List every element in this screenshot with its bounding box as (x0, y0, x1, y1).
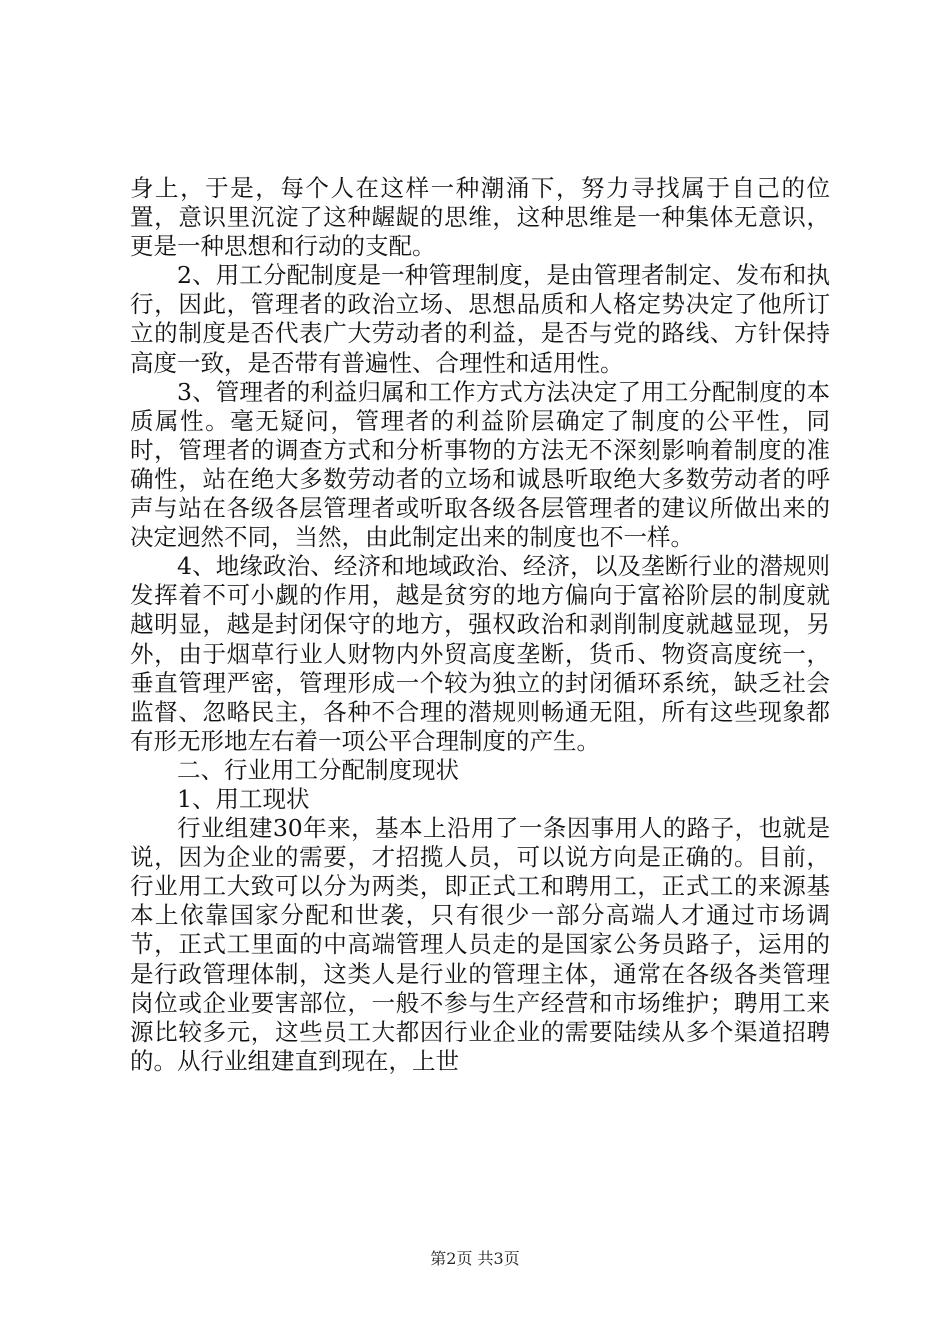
paragraph-item-3: 3、管理者的利益归属和工作方式方法决定了用工分配制度的本质属性。毫无疑问，管理者的利益阶层确定了制度的公平性，同时，管理者的调查方式和分析事物的方法无不深刻影响着制度的准确性，站在绝大多数劳动者的立场和诚恳听取绝大多数劳动者的呼声与站在各级各层管理者或听取各级各层管理者的建议所做出来的决定迥然不同，当然，由此制定出来的制度也不一样。 (130, 377, 830, 552)
document-body (130, 174, 830, 1076)
section-heading: 二、行业用工分配制度现状 (177, 755, 459, 784)
page-number-footer: 第2页 共3页 (430, 1249, 520, 1268)
paragraph-continuation: 身上，于是，每个人在这样一种潮涌下，努力寻找属于自己的位置，意识里沉淀了这种龌龊的思维，这种思维是一种集体无意识，更是一种思想和行动的支配。 (130, 174, 830, 261)
paragraph-employment-status: 行业组建30年来，基本上沿用了一条因事用人的路子，也就是说，因为企业的需要，才招揽人员，可以说方向是正确的。目前，行业用工大致可以分为两类，即正式工和聘用工，正式工的来源基本上依靠国家分配和世袭，只有很少一部分高端人才通过市场调节，正式工里面的中高端管理人员走的是国家公务员路子，运用的是行政管理体制，这类人是行业的管理主体，通常在各级各类管理岗位或企业要害部位，一般不参与生产经营和市场维护；聘用工来源比较多元，这些员工大都因行业企业的需要陆续从多个渠道招聘的。从行业组建直到现在，上世 (130, 814, 830, 1075)
paragraph-item-2: 2、用工分配制度是一种管理制度，是由管理者制定、发布和执行，因此，管理者的政治立场、思想品质和人格定势决定了他所订立的制度是否代表广大劳动者的利益，是否与党的路线、方针保持高度一致，是否带有普遍性、合理性和适用性。 (130, 261, 830, 377)
subsection-heading: 1、用工现状 (177, 784, 310, 813)
paragraph-item-4: 4、地缘政治、经济和地域政治、经济，以及垄断行业的潜规则发挥着不可小觑的作用，越是贫穷的地方偏向于富裕阶层的制度就越明显，越是封闭保守的地方，强权政治和剥削制度就越显现，另外，由于烟草行业人财物内外贸高度垄断，货币、物资高度统一，垂直管理严密，管理形成一个较为独立的封闭循环系统，缺乏社会监督、忽略民主，各种不合理的潜规则畅通无阻，所有这些现象都有形无形地左右着一项公平合理制度的产生。 (130, 552, 830, 755)
